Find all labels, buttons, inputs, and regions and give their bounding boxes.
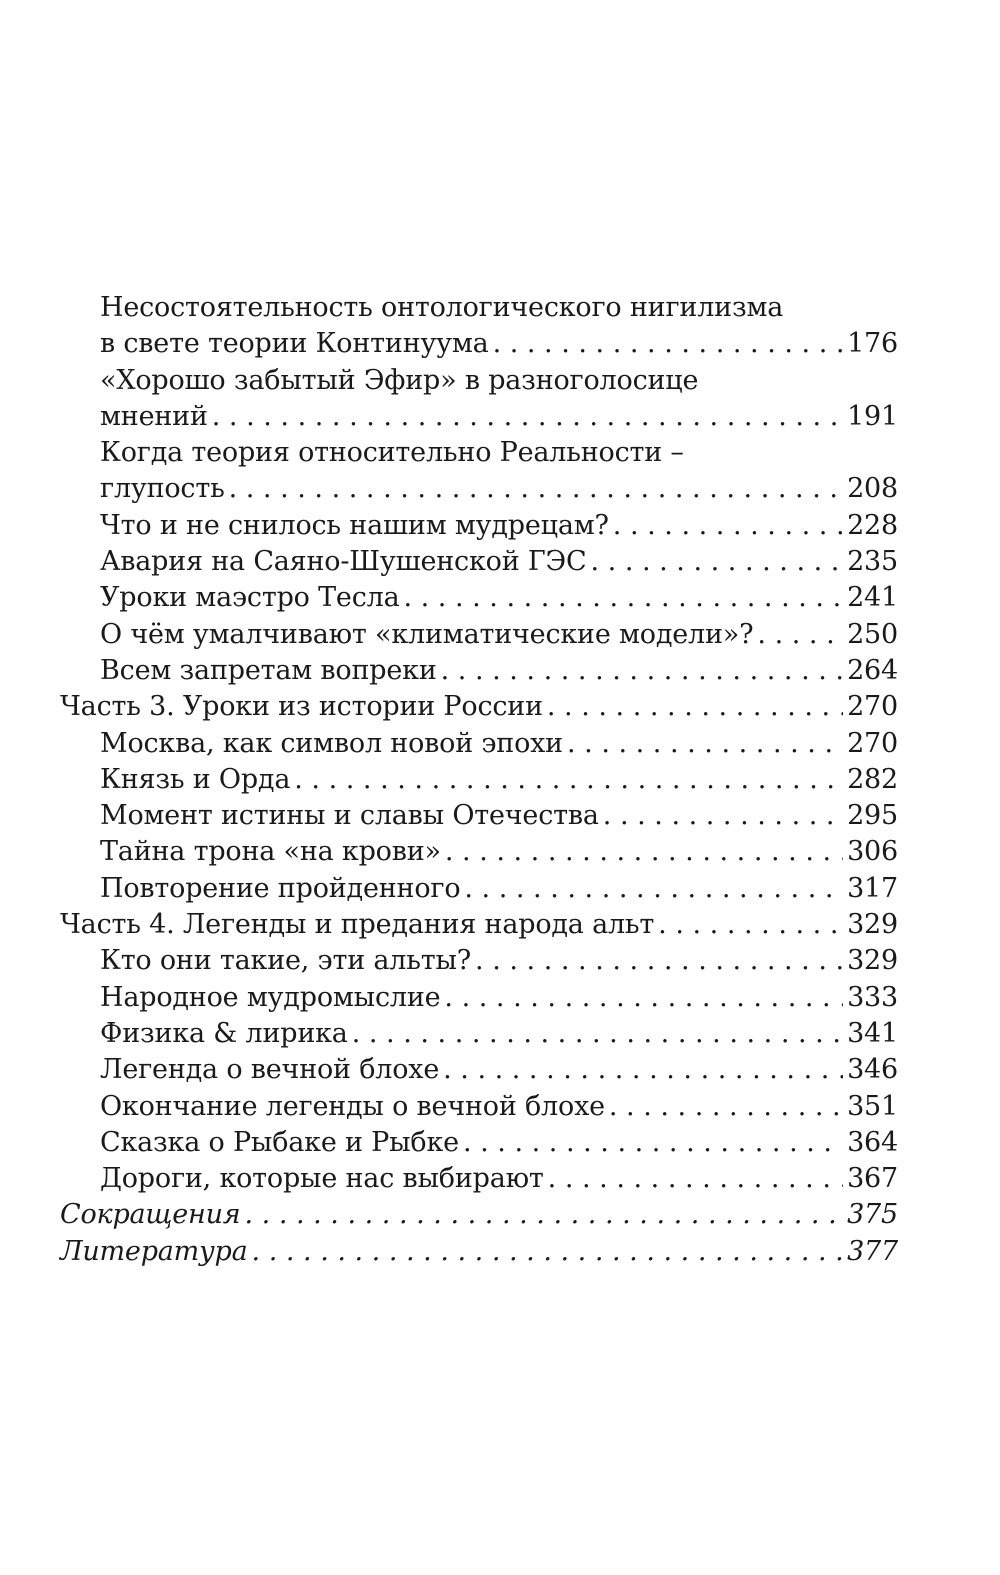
dot-leader	[445, 834, 843, 870]
toc-entry-line	[100, 326, 898, 362]
dot-leader	[441, 653, 843, 689]
toc-entry-page-number: 270	[847, 727, 898, 759]
dot-leader	[352, 1016, 843, 1052]
toc-entry-title-line: Когда теория относительно Реальности –	[100, 437, 684, 469]
toc-entry-page-number: 208	[847, 473, 898, 505]
toc-entry-title: Всем запретам вопреки	[100, 654, 437, 686]
toc-entry-title: Легенда о вечной блохе	[100, 1054, 440, 1086]
toc-entry[interactable]	[60, 544, 898, 580]
dot-leader	[403, 580, 843, 616]
toc-entry-page-number: 329	[847, 945, 898, 977]
dot-leader	[567, 726, 843, 762]
toc-entry[interactable]	[60, 1016, 898, 1052]
dot-leader	[548, 1161, 843, 1197]
toc-entry-title: в свете теории Континуума	[100, 328, 489, 360]
toc-entry[interactable]	[60, 290, 898, 363]
toc-entry[interactable]	[60, 798, 898, 834]
toc-entry[interactable]	[60, 871, 898, 907]
toc-entry-line	[100, 653, 898, 689]
toc-entry-page-number: 250	[847, 618, 898, 650]
toc-entry-title: Повторение пройденного	[100, 872, 461, 904]
dot-leader	[294, 762, 843, 798]
toc-entry-line	[100, 471, 898, 507]
toc-entry[interactable]	[60, 689, 898, 725]
toc-entry-title: Князь и Орда	[100, 763, 291, 795]
toc-entry-page-number: 375	[847, 1199, 898, 1231]
toc-entry-line	[100, 871, 898, 907]
toc-entry-title: Кто они такие, эти альты?	[100, 945, 472, 977]
toc-entry-line	[60, 1234, 898, 1270]
toc-entry[interactable]	[60, 907, 898, 943]
toc-entry-title: Сказка о Рыбаке и Рыбке	[100, 1126, 459, 1158]
toc-entry-page-number: 377	[847, 1235, 898, 1267]
toc-entry[interactable]	[60, 363, 898, 436]
toc-entry-line	[100, 1016, 898, 1052]
toc-entry-line	[60, 1197, 898, 1233]
toc-entry[interactable]	[60, 1052, 898, 1088]
toc-entry-title: глупость	[100, 473, 225, 505]
dot-leader	[475, 943, 843, 979]
dot-leader	[229, 471, 843, 507]
toc-entry[interactable]	[60, 834, 898, 870]
toc-entry-title: Москва, как символ новой эпохи	[100, 727, 563, 759]
toc-entry-title: Момент истины и славы Отечества	[100, 800, 599, 832]
toc-entry-page-number: 329	[847, 909, 898, 941]
toc-entry-page-number: 351	[847, 1090, 898, 1122]
table-of-contents	[60, 290, 898, 1270]
toc-entry-line	[100, 544, 898, 580]
toc-entry-page-number: 367	[847, 1163, 898, 1195]
toc-entry-title: мнений	[100, 400, 208, 432]
toc-entry-line	[100, 1125, 898, 1161]
toc-entry-line	[100, 580, 898, 616]
toc-entry-line	[100, 980, 898, 1016]
dot-leader	[252, 1234, 844, 1270]
toc-entry-line	[60, 907, 898, 943]
toc-entry-line	[100, 798, 898, 834]
dot-leader	[444, 980, 843, 1016]
toc-entry-title: Сокращения	[60, 1199, 241, 1231]
toc-entry[interactable]	[60, 726, 898, 762]
toc-entry-page-number: 241	[847, 582, 898, 614]
dot-leader	[609, 1089, 843, 1125]
toc-entry[interactable]	[60, 1125, 898, 1161]
toc-entry-line	[100, 834, 898, 870]
toc-entry-page-number: 191	[847, 400, 898, 432]
toc-entry[interactable]	[60, 943, 898, 979]
toc-entry-page-number: 264	[847, 654, 898, 686]
toc-entry-title: Тайна трона «на крови»	[100, 836, 441, 868]
toc-entry-line	[100, 399, 898, 435]
dot-leader	[493, 326, 844, 362]
toc-entry[interactable]	[60, 1234, 898, 1270]
dot-leader	[463, 1125, 843, 1161]
toc-entry-title: Что и не снилось нашим мудрецам?	[100, 509, 609, 541]
toc-entry-title: Окончание легенды о вечной блохе	[100, 1090, 605, 1122]
toc-entry-page-number: 333	[847, 981, 898, 1013]
toc-entry-page-number: 295	[847, 800, 898, 832]
toc-entry-page-number: 228	[847, 509, 898, 541]
toc-entry-title: О чём умалчивают «климатические модели»?	[100, 618, 754, 650]
dot-leader	[613, 508, 843, 544]
toc-entry-title: Литература	[60, 1235, 248, 1267]
dot-leader	[658, 907, 843, 943]
toc-entry[interactable]	[60, 980, 898, 1016]
dot-leader	[443, 1052, 843, 1088]
toc-entry[interactable]	[60, 1197, 898, 1233]
dot-leader	[603, 798, 843, 834]
toc-entry-line	[100, 1052, 898, 1088]
toc-entry[interactable]	[60, 653, 898, 689]
toc-entry[interactable]	[60, 1161, 898, 1197]
toc-entry-title: Физика & лирика	[100, 1017, 348, 1049]
toc-entry-title: Дороги, которые нас выбирают	[100, 1163, 544, 1195]
dot-leader	[212, 399, 843, 435]
toc-entry-title: Часть 3. Уроки из истории России	[60, 691, 543, 723]
toc-entry-page-number: 364	[847, 1126, 898, 1158]
toc-entry-page-number: 282	[847, 763, 898, 795]
toc-entry-page-number: 346	[847, 1054, 898, 1086]
toc-entry[interactable]	[60, 617, 898, 653]
toc-entry-line	[100, 617, 898, 653]
toc-entry[interactable]	[60, 1089, 898, 1125]
toc-entry-line	[100, 943, 898, 979]
toc-entry-title: Народное мудромыслие	[100, 981, 441, 1013]
toc-entry-page-number: 176	[847, 328, 898, 360]
toc-entry-page-number: 317	[847, 872, 898, 904]
toc-entry-title-line: Несостоятельность онтологического нигилизма	[100, 292, 784, 323]
toc-entry[interactable]	[60, 435, 898, 508]
toc-entry-page-number: 306	[847, 836, 898, 868]
toc-entry-line	[60, 689, 898, 725]
toc-entry-page-number: 270	[847, 691, 898, 723]
dot-leader	[547, 689, 843, 725]
toc-entry-title-line: «Хорошо забытый Эфир» в разноголосице	[100, 364, 699, 396]
toc-entry[interactable]	[60, 762, 898, 798]
toc-entry-line	[100, 726, 898, 762]
toc-entry-title: Часть 4. Легенды и предания народа альт	[60, 909, 655, 941]
toc-entry-line	[100, 762, 898, 798]
dot-leader	[464, 871, 843, 907]
toc-entry-title: Уроки маэстро Тесла	[100, 582, 400, 614]
toc-entry[interactable]	[60, 508, 898, 544]
toc-entry-line	[100, 1161, 898, 1197]
dot-leader	[757, 617, 843, 653]
toc-entry-page-number: 341	[847, 1017, 898, 1049]
toc-entry-line	[100, 508, 898, 544]
dot-leader	[590, 544, 843, 580]
toc-entry-page-number: 235	[847, 546, 898, 578]
toc-entry-title: Авария на Саяно-Шушенской ГЭС	[100, 546, 587, 578]
toc-entry[interactable]	[60, 580, 898, 616]
dot-leader	[244, 1197, 843, 1233]
toc-entry-line	[100, 1089, 898, 1125]
